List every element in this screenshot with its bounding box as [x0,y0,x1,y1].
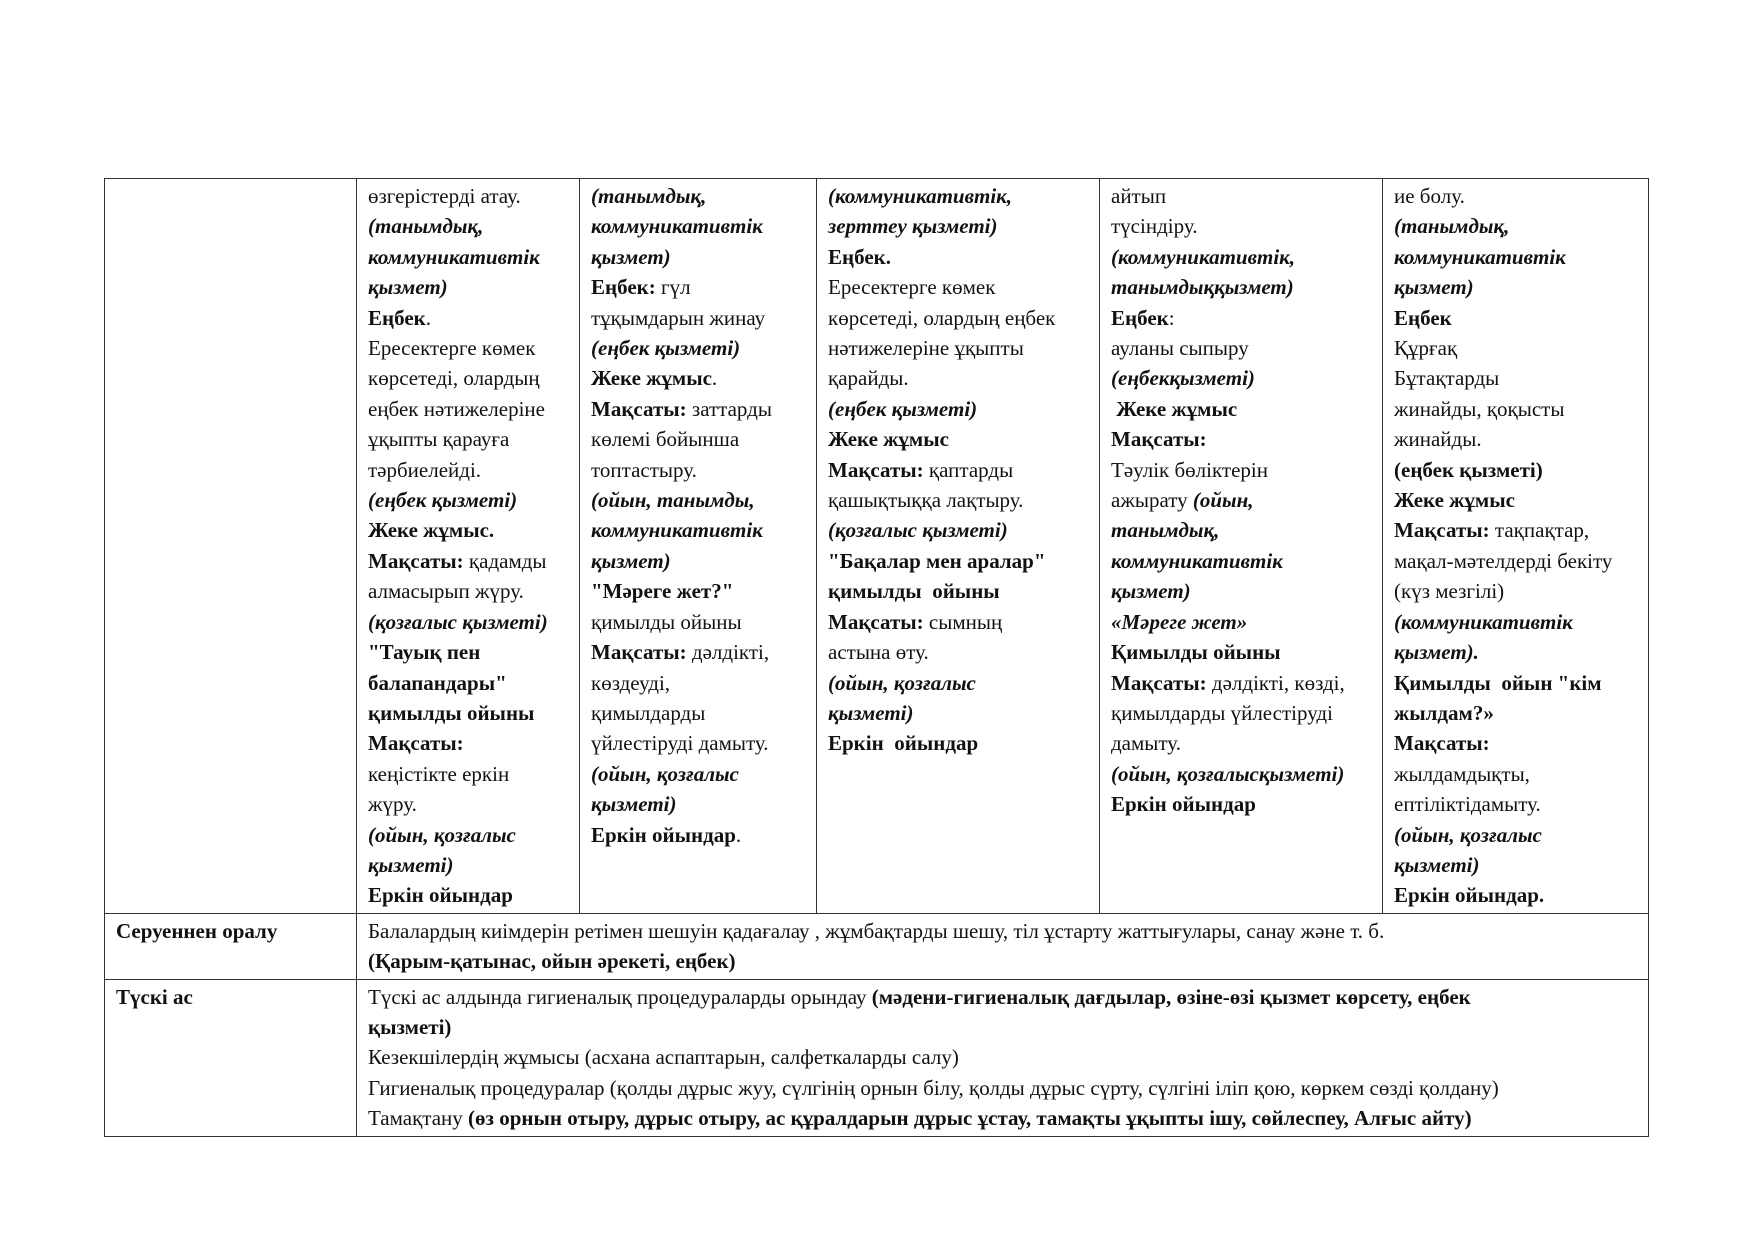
cell-line-text: Еркін ойындар [1111,792,1256,817]
cell-line [368,698,570,728]
cell-line-text: (қозғалыс қызметі) [368,609,548,634]
cell-line [1394,850,1639,880]
cell-line [591,424,807,454]
cell-line-text: қарайды. [828,366,909,391]
cell-line-text: (ойын, қозғалыс [368,822,516,847]
cell-line-text: Еңбек [368,305,426,330]
cell-line-text: (танымдық, [1394,214,1510,239]
cell-line [1394,789,1639,819]
return-text: Балалардың киімдерін ретімен шешуін қадағалау , жұмбақтарды шешу, тіл ұстарту жаттығулары, санау және т. б. [368,918,1385,943]
cell-line [368,850,570,880]
cell-line-text: (еңбекқызметі) [1111,366,1255,391]
cell-line [1111,455,1373,485]
cell-line [368,880,570,910]
cell-line-text: Мақсаты: [828,457,924,482]
cell-line-text: балапандары" [368,670,507,695]
lunch-procedures-text: Гигиеналық процедуралар (қолды дұрыс жуу, сүлгінің орнын білу, қолды дұрыс сүрту, сүлгіні іліп қою, көркем сөзді қолдану) [368,1075,1499,1100]
cell-line [1111,698,1373,728]
cell-line-tail: сымның [923,609,1003,634]
cell-line [368,394,570,424]
cell-line [828,546,1090,576]
cell-line-text: көздеуді, [591,670,671,695]
cell-line [1111,424,1373,454]
cell-line [368,363,570,393]
cell-line [1111,303,1373,333]
cell-line-text: еңбек нәтижелеріне [368,396,545,421]
cell-line [828,424,1090,454]
cell-line-text: Мақсаты: [1394,731,1490,756]
cell-line-text: (еңбек қызметі) [591,336,741,361]
cell-line-text: (ойын, қозғалыс [591,761,739,786]
cell-line [1111,363,1373,393]
cell-line [1394,394,1639,424]
cell-line-text: Еркін ойындар [828,731,979,756]
cell-line-text: дамыту. [1111,731,1181,756]
cell-line [591,272,807,302]
cell-line [1394,515,1639,545]
cell-line [591,546,807,576]
cell-line [828,515,1090,545]
cell-line [1394,272,1639,302]
row-label-empty-cell [105,179,357,914]
cell-line [1394,333,1639,363]
lunch-duty-text: Кезекшілердің жұмысы (асхана аспаптарын, салфеткаларды салу) [368,1045,959,1070]
cell-line [1111,272,1373,302]
cell-line-text: коммуникативтік [368,244,540,269]
cell-line [368,211,570,241]
cell-line [1394,576,1639,606]
cell-line-text: танымдыққызмет) [1111,275,1294,300]
schedule-page [104,178,1648,1137]
cell-line-text: қызмет) [368,275,448,300]
cell-line-text: (еңбек қызметі) [828,396,978,421]
lunch-content-cell [357,979,1649,1136]
cell-line [1394,303,1639,333]
cell-line-text: Жеке жұмыс. [368,518,495,543]
cell-line [828,728,1090,758]
cell-line-text: жылдамдықты, [1394,761,1530,786]
cell-line [1111,333,1373,363]
cell-line [1394,242,1639,272]
cell-line-tail: қаптарды [923,457,1014,482]
cell-line [368,637,570,667]
cell-line-text: "Мәреге жет?" [591,579,734,604]
cell-line-text: қызмет) [1111,579,1191,604]
return-content-cell [357,913,1649,979]
cell-line [1394,363,1639,393]
cell-line-text: Жеке жұмыс [828,427,949,452]
cell-line-text: Ересектерге көмек [368,336,536,361]
cell-line-text: (коммуникативтік, [828,184,1013,208]
cell-line-text: Құрғақ [1394,336,1458,361]
cell-line-text: Еркін ойындар. [1394,883,1545,908]
cell-line [368,789,570,819]
cell-line-text: Тәулік бөліктерін [1111,457,1268,482]
cell-line-text: (танымдық, [368,214,484,239]
cell-line-text: қызметі) [828,700,914,725]
cell-line [368,759,570,789]
cell-line [1111,668,1373,698]
cell-line [1394,637,1639,667]
cell-line-text: көлемі бойынша [591,427,740,452]
cell-line-text: топтастыру. [591,457,697,482]
cell-line-text: жинайды. [1394,427,1482,452]
cell-line-text: ептіліктідамыту. [1394,792,1541,817]
day-column-5 [1383,179,1649,914]
cell-line-text: тұқымдарын жинау [591,305,766,330]
cell-line [828,394,1090,424]
cell-line-text: қызмет) [591,244,671,269]
cell-line [828,363,1090,393]
cell-line [828,211,1090,241]
cell-line-text: Мақсаты: [1111,670,1207,695]
cell-line-text: «Мәреге жет» [1111,609,1248,634]
cell-line [591,789,807,819]
cell-line-text: "Тауық пен [368,640,481,665]
cell-line-text: жүру. [368,792,417,817]
cell-line-text: Еркін ойындар [591,822,736,847]
cell-line-text: Қимылды ойын "кім [1394,670,1602,695]
cell-line [368,820,570,850]
cell-line [591,515,807,545]
cell-line-tail: (ойын, [1187,488,1254,513]
cell-line-text: ұқыпты қарауға [368,427,510,452]
cell-line-text: ие болу. [1394,184,1465,208]
cell-line-text: кеңістікте еркін [368,761,510,786]
cell-line [828,272,1090,302]
cell-line [828,637,1090,667]
lunch-eating-rules-bold: (өз орнын отыру, дұрыс отыру, ас құралдарын дұрыс ұстау, тамақты ұқыпты ішу, сөйлеспеу, Алғыс айту) [468,1106,1472,1131]
cell-line [591,363,807,393]
cell-line-text: қызмет). [1394,640,1479,665]
cell-line-tail: гүл [655,275,691,300]
cell-line [1394,546,1639,576]
cell-line [828,698,1090,728]
cell-line [1111,485,1373,515]
cell-line-tail: . [425,305,431,330]
cell-line-text: (еңбек қызметі) [368,488,518,513]
cell-line-text: (ойын, қозғалыс [1394,822,1542,847]
cell-line-text: Қимылды ойыны [1111,640,1281,665]
cell-line-text: коммуникативтік [591,214,763,239]
cell-line-text: қимылдарды [591,700,706,725]
cell-line [591,668,807,698]
cell-line [591,485,807,515]
cell-line [1394,211,1639,241]
cell-line-text: коммуникативтік [591,518,763,543]
cell-line [591,607,807,637]
day-column-1 [357,179,580,914]
cell-line-tail: . [735,822,742,847]
cell-line [368,424,570,454]
cell-line-tail: дәлдікті, [686,640,770,665]
cell-line [828,607,1090,637]
cell-line [591,759,807,789]
cell-line-text: (коммуникативтік [1394,609,1573,634]
cell-line [368,181,570,211]
cell-line-text: айтып [1111,184,1167,208]
cell-line-text: қимылдарды үйлестіруді [1111,700,1333,725]
cell-line-text: ажырату [1111,488,1188,513]
cell-line-text: Еңбек: [591,275,656,300]
cell-line [828,576,1090,606]
cell-line [591,242,807,272]
cell-line-text: Еңбек. [828,244,891,269]
cell-line [591,394,807,424]
cell-line-text: коммуникативтік [1111,548,1283,573]
schedule-table [104,178,1649,1137]
activity-continuation-row [105,179,1649,914]
cell-line [368,242,570,272]
cell-line-text: коммуникативтік [1394,244,1566,269]
cell-line [828,455,1090,485]
cell-line [828,485,1090,515]
cell-line [368,515,570,545]
cell-line-tail: дәлдікті, көзді, [1206,670,1345,695]
return-from-walk-row [105,913,1649,979]
cell-line-text: ауланы сыпыру [1111,336,1249,361]
cell-line [591,333,807,363]
cell-line-tail: : [1168,305,1175,330]
cell-line [1111,181,1373,211]
cell-line-text: түсіндіру. [1111,214,1198,239]
cell-line [1111,728,1373,758]
cell-line [368,546,570,576]
cell-line [368,576,570,606]
cell-line [1111,607,1373,637]
cell-line-text: Еркін ойындар [368,883,513,908]
cell-line [1394,455,1639,485]
cell-line-text: жылдам?» [1394,700,1494,725]
cell-line [828,181,1090,211]
cell-line-text: Мақсаты: [1394,518,1490,543]
row-label-return: Серуеннен оралу [105,913,357,979]
cell-line [1394,820,1639,850]
cell-line [1111,211,1373,241]
cell-line-text: қызметі) [591,792,677,817]
cell-line-text: Ересектерге көмек [828,275,996,300]
cell-line-text: Жеке жұмыс [591,366,712,391]
cell-line-tail: қадамды [463,548,547,573]
cell-line [1111,546,1373,576]
cell-line-text: өзгерістерді атау. [368,184,521,208]
cell-line [828,333,1090,363]
cell-line [1111,242,1373,272]
cell-line [591,820,807,850]
cell-line [591,576,807,606]
lunch-row [105,979,1649,1136]
cell-line [1111,637,1373,667]
cell-line [1394,607,1639,637]
cell-line [368,668,570,698]
cell-line-tail: . [711,366,718,391]
cell-line-text: (танымдық, [591,184,707,208]
cell-line-text: қызметі) [1394,852,1480,877]
cell-line [591,728,807,758]
row-label-lunch: Түскі ас [105,979,357,1136]
cell-line [591,181,807,211]
cell-line [591,637,807,667]
cell-line [1111,576,1373,606]
cell-line-text: Еңбек [1111,305,1169,330]
cell-line [1394,759,1639,789]
cell-line-text: көрсетеді, олардың еңбек [828,305,1056,330]
lunch-hygiene-text: Түскі ас алдында гигиеналық процедураларды орындау [368,984,872,1009]
cell-line-text: "Бақалар мен аралар" [828,548,1046,573]
cell-line [591,698,807,728]
lunch-eating-text: Тамақтану [368,1106,469,1131]
cell-line-text: қызметі) [368,852,454,877]
cell-line [591,211,807,241]
lunch-hygiene-skills-bold: (мәдени-гигиеналық дағдылар, өзіне-өзі қызмет көрсету, еңбек [871,984,1471,1009]
cell-line [368,303,570,333]
cell-line-text: үйлестіруді дамыту. [591,731,769,756]
day-column-4 [1100,179,1383,914]
cell-line [591,303,807,333]
cell-line-text: зерттеу қызметі) [828,214,998,239]
cell-line [1394,668,1639,698]
cell-line-text: (еңбек қызметі) [1394,457,1543,482]
cell-line [828,303,1090,333]
cell-line [368,485,570,515]
cell-line [828,242,1090,272]
cell-line [1394,880,1639,910]
cell-line-text: Бұтақтарды [1394,366,1500,391]
cell-line [1111,394,1373,424]
cell-line-text: Мақсаты: [368,731,464,756]
cell-line [368,455,570,485]
cell-line [1111,759,1373,789]
cell-line-text: қызмет) [591,548,671,573]
cell-line-text: қимылды ойыны [368,700,535,725]
cell-line-text: көрсетеді, олардың [368,366,540,391]
cell-line-text: Мақсаты: [591,640,687,665]
cell-line [1394,728,1639,758]
return-activities-bold: (Қарым-қатынас, ойын әрекеті, еңбек) [368,949,736,974]
lunch-line-2: қызметі) [368,1014,452,1039]
cell-line-text: Мақсаты: [368,548,464,573]
cell-line [368,728,570,758]
cell-line-text: Мақсаты: [828,609,924,634]
cell-line-text: қызмет) [1394,275,1474,300]
cell-line-text: жинайды, қоқысты [1394,396,1565,421]
cell-line [368,272,570,302]
cell-line-text: нәтижелеріне ұқыпты [828,336,1024,361]
cell-line-text: қашықтыққа лақтыру. [828,488,1024,513]
day-column-2 [580,179,817,914]
cell-line [1111,515,1373,545]
cell-line-text: Еңбек [1394,305,1452,330]
cell-line-text: (ойын, танымды, [591,488,755,513]
cell-line-text: астына өту. [828,640,929,665]
cell-line [1394,698,1639,728]
cell-line [828,668,1090,698]
cell-line-tail: заттарды [686,396,772,421]
cell-line-text: алмасырып жүру. [368,579,524,604]
cell-line [591,455,807,485]
lunch-line-1 [368,982,1639,1012]
cell-line-text: Мақсаты: [591,396,687,421]
cell-line-text: қимылды ойыны [828,579,1000,604]
cell-line [1394,485,1639,515]
day-column-3 [817,179,1100,914]
cell-line-text: (ойын, қозғалыс [828,670,976,695]
cell-line-text: Мақсаты: [1111,427,1207,452]
cell-line-text: мақал-мәтелдерді бекіту [1394,548,1613,573]
cell-line-text: тәрбиелейді. [368,457,482,482]
cell-line [1111,789,1373,819]
cell-line-text: (ойын, қозғалысқызметі) [1111,761,1345,786]
cell-line [368,607,570,637]
lunch-line-5 [368,1103,1639,1133]
cell-line [1394,424,1639,454]
cell-line-text: Жеке жұмыс [1394,488,1515,513]
cell-line-text: қимылды ойыны [591,609,742,634]
cell-line-tail: тақпақтар, [1489,518,1590,543]
cell-line-text: (күз мезгілі) [1394,579,1505,604]
cell-line-text: (қозғалыс қызметі) [828,518,1008,543]
cell-line-text: танымдық, [1111,518,1220,543]
cell-line-text: (коммуникативтік, [1111,244,1296,269]
cell-line-text: Жеке жұмыс [1111,396,1238,421]
cell-line [368,333,570,363]
cell-line [1394,181,1639,211]
